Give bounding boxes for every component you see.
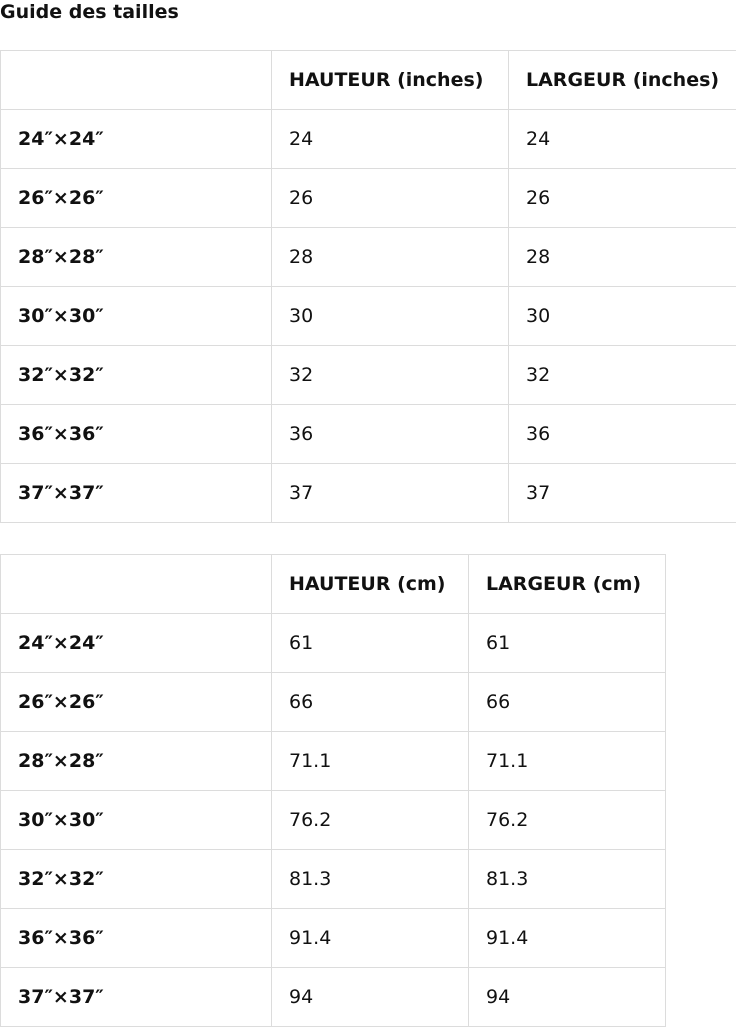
height-cell: 36 [272, 405, 509, 464]
size-label-cell: 28″×28″ [1, 732, 272, 791]
height-cell: 32 [272, 346, 509, 405]
table-row [1, 673, 666, 732]
height-cell: 61 [272, 614, 469, 673]
size-label-cell: 36″×36″ [1, 909, 272, 968]
size-label-cell: 26″×26″ [1, 169, 272, 228]
table-header-row [1, 51, 736, 110]
table-row [1, 791, 666, 850]
height-cell: 30 [272, 287, 509, 346]
width-cell: 81.3 [469, 850, 666, 909]
table-row [1, 110, 736, 169]
height-cell: 28 [272, 228, 509, 287]
height-cell: 66 [272, 673, 469, 732]
page-title: Guide des tailles [0, 1, 179, 23]
width-cell: 94 [469, 968, 666, 1027]
header-height-cm: HAUTEUR (cm) [272, 555, 469, 614]
table-row [1, 614, 666, 673]
size-label-cell: 30″×30″ [1, 791, 272, 850]
height-cell: 37 [272, 464, 509, 523]
size-label-cell: 24″×24″ [1, 110, 272, 169]
table-row [1, 287, 736, 346]
height-cell: 76.2 [272, 791, 469, 850]
height-cell: 91.4 [272, 909, 469, 968]
height-cell: 71.1 [272, 732, 469, 791]
width-cell: 36 [509, 405, 736, 464]
width-cell: 32 [509, 346, 736, 405]
width-cell: 61 [469, 614, 666, 673]
height-cell: 94 [272, 968, 469, 1027]
size-label-cell: 26″×26″ [1, 673, 272, 732]
width-cell: 71.1 [469, 732, 666, 791]
width-cell: 26 [509, 169, 736, 228]
header-width-inches: LARGEUR (inches) [509, 51, 736, 110]
size-label-cell: 24″×24″ [1, 614, 272, 673]
width-cell: 24 [509, 110, 736, 169]
header-size-label [1, 51, 272, 110]
header-size-label [1, 555, 272, 614]
height-cell: 26 [272, 169, 509, 228]
size-table-cm [0, 554, 666, 1027]
width-cell: 30 [509, 287, 736, 346]
width-cell: 91.4 [469, 909, 666, 968]
size-label-cell: 30″×30″ [1, 287, 272, 346]
table-row [1, 346, 736, 405]
size-label-cell: 37″×37″ [1, 464, 272, 523]
table-row [1, 732, 666, 791]
height-cell: 24 [272, 110, 509, 169]
width-cell: 66 [469, 673, 666, 732]
table-row [1, 464, 736, 523]
table-header-row [1, 555, 666, 614]
table-row [1, 405, 736, 464]
size-label-cell: 37″×37″ [1, 968, 272, 1027]
table-row [1, 850, 666, 909]
width-cell: 76.2 [469, 791, 666, 850]
header-height-inches: HAUTEUR (inches) [272, 51, 509, 110]
height-cell: 81.3 [272, 850, 469, 909]
size-label-cell: 28″×28″ [1, 228, 272, 287]
size-label-cell: 36″×36″ [1, 405, 272, 464]
table-row [1, 909, 666, 968]
width-cell: 28 [509, 228, 736, 287]
table-row [1, 169, 736, 228]
header-width-cm: LARGEUR (cm) [469, 555, 666, 614]
width-cell: 37 [509, 464, 736, 523]
table-row [1, 228, 736, 287]
size-label-cell: 32″×32″ [1, 850, 272, 909]
table-row [1, 968, 666, 1027]
size-label-cell: 32″×32″ [1, 346, 272, 405]
size-table-inches [0, 50, 736, 523]
